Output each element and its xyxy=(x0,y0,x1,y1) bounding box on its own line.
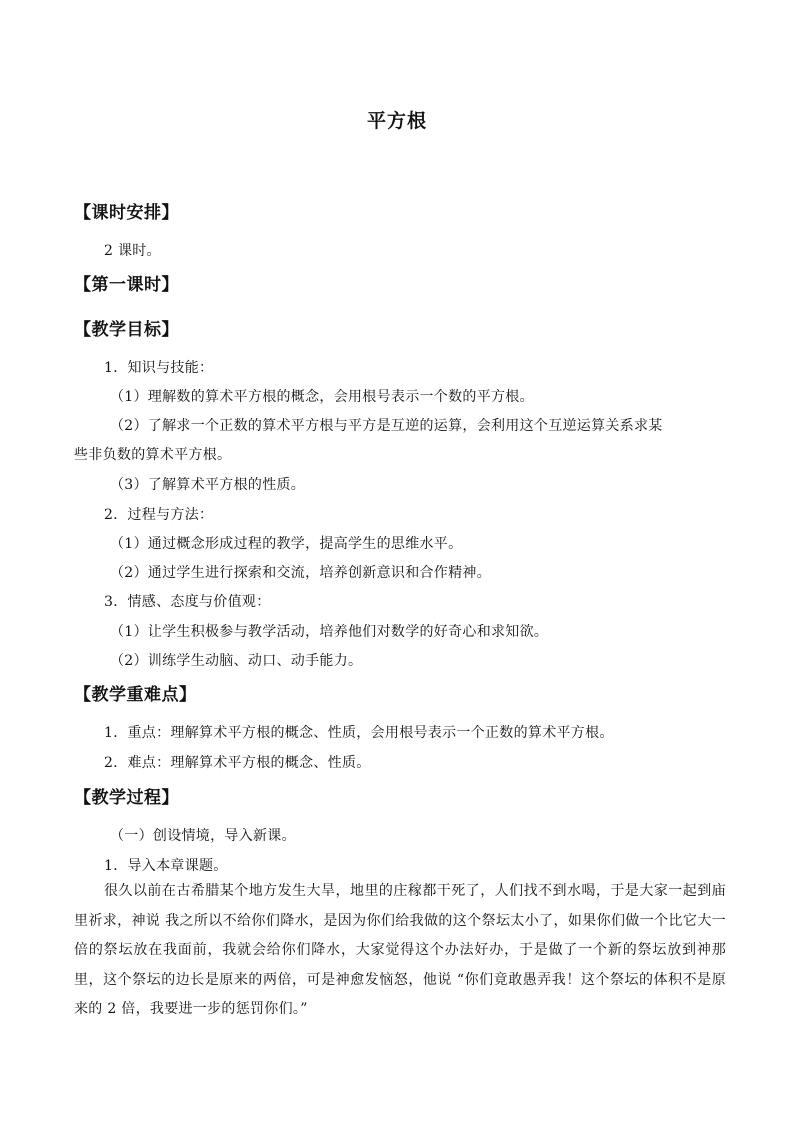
goal-3: 3．情感、态度与价值观： xyxy=(104,594,271,610)
goal-1-2b: 些非负数的算术平方根。 xyxy=(74,447,232,463)
heading-key-points: 【教学重难点】 xyxy=(74,685,197,705)
process-step-1-1: 1．导入本章课题。 xyxy=(104,858,228,874)
goal-3-1: （1）让学生积极参与教学活动，培养他们对数学的好奇心和求知欲。 xyxy=(110,624,549,640)
goal-1: 1．知识与技能： xyxy=(104,360,214,376)
heading-first-lesson: 【第一课时】 xyxy=(74,275,179,295)
schedule-text: 2 课时。 xyxy=(104,243,161,259)
goal-1-2a: （2）了解求一个正数的算术平方根与平方是互逆的运算，会利用这个互逆运算关系求某 xyxy=(110,418,663,434)
goal-1-1: （1）理解数的算术平方根的概念，会用根号表示一个数的平方根。 xyxy=(110,389,534,405)
heading-goals: 【教学目标】 xyxy=(74,320,179,340)
process-step-1: （一）创设情境，导入新课。 xyxy=(110,828,296,844)
goal-3-2: （2）训练学生动脑、动口、动手能力。 xyxy=(110,653,363,669)
goal-2-1: （1）通过概念形成过程的教学，提高学生的思维水平。 xyxy=(110,536,463,552)
heading-process: 【教学过程】 xyxy=(74,788,179,808)
document-title: 平方根 xyxy=(366,110,427,132)
goal-1-3: （3）了解算术平方根的性质。 xyxy=(110,477,306,493)
goal-2-2: （2）通过学生进行探索和交流，培养创新意识和合作精神。 xyxy=(110,565,492,581)
heading-schedule: 【课时安排】 xyxy=(74,203,179,223)
story-paragraph: 很久以前在古希腊某个地方发生大旱，地里的庄稼都干死了，人们找不到水喝，于是大家一起到庙里祈求，神说 我之所以不给你们降水，是因为你们给我做的这个祭坛太小了，如果你们做一个比它大一倍的祭坛放在我面前，我就会给你们降水，大家觉得这个办法好办，于是做了一个新的祭坛放到神那里，这个祭坛的边长是原来的两倍，可是神愈发恼怒，他说 “你们竟敢愚弄我！这个祭坛的体积不是原来的 2 倍，我要进一步的惩罚你们。” xyxy=(74,883,726,1018)
key-point-2: 2．难点：理解算术平方根的概念、性质。 xyxy=(104,755,371,771)
goal-2: 2．过程与方法： xyxy=(104,507,214,523)
key-point-1: 1．重点：理解算术平方根的概念、性质，会用根号表示一个正数的算术平方根。 xyxy=(104,725,614,741)
